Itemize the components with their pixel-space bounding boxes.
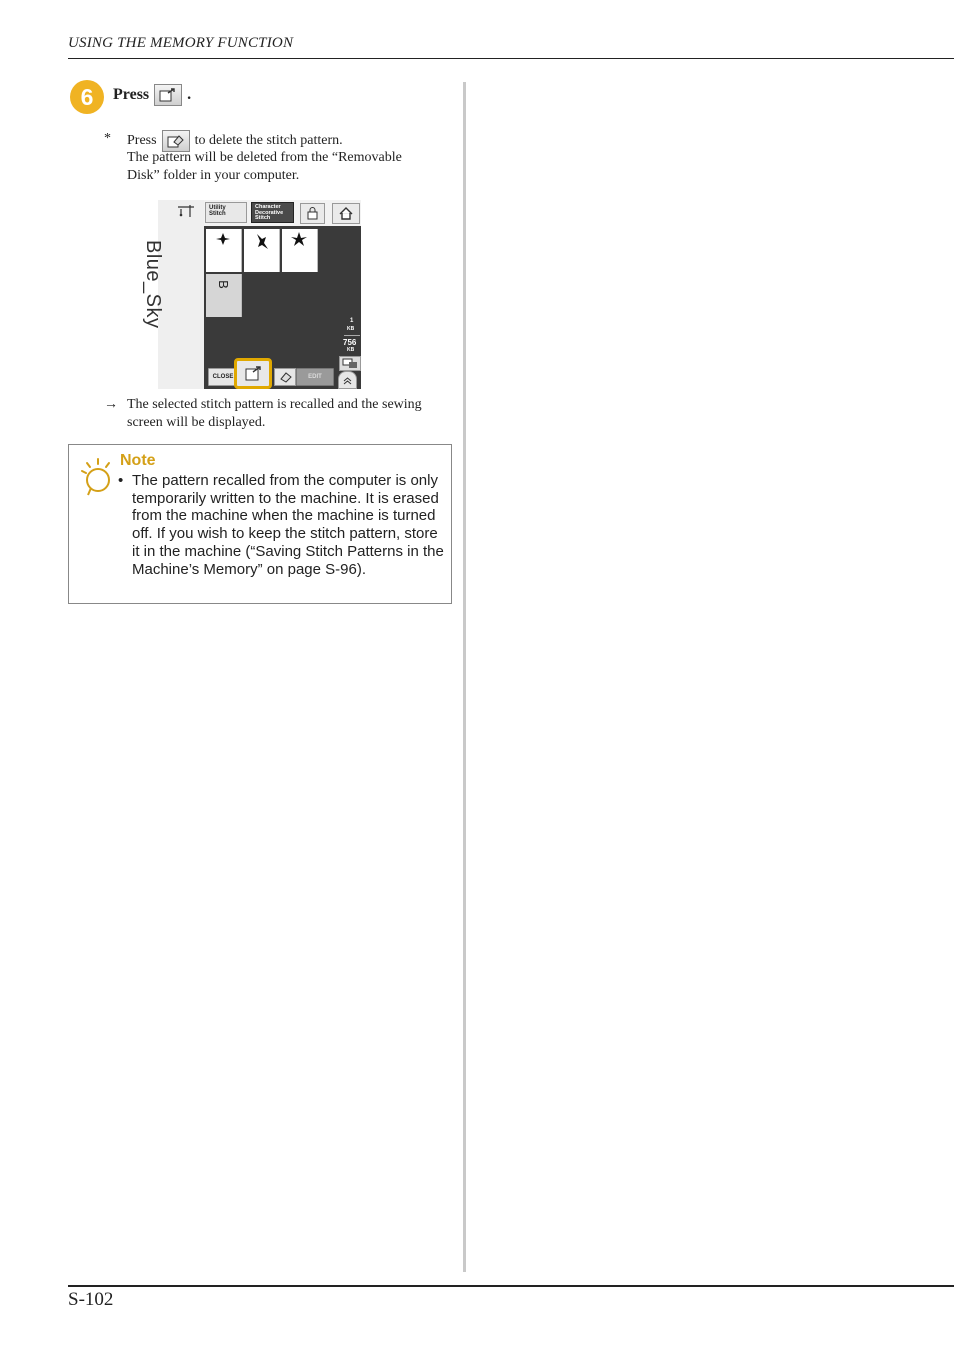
kb-used-unit: KB [347, 326, 355, 332]
pattern-tile-2[interactable] [244, 229, 280, 272]
tab-utility-line2: Stitch [209, 211, 226, 217]
tab-utility-line1: Utility [209, 205, 226, 211]
lock-icon[interactable] [300, 203, 325, 224]
step-label: Press [113, 86, 150, 103]
pattern-tile-1[interactable] [206, 229, 242, 272]
tab-char-line1: Character [255, 204, 281, 210]
recall-to-machine-icon [154, 84, 182, 106]
note-text: The pattern recalled from the computer is only temporarily written to the machine. It is erased from the machine when the machine is turned off. If you wish to keep the stitch pattern, store it in the machine (“Saving Stitch Patterns in the Machine’s Memory” on page S-96). [132, 472, 444, 578]
step-number-badge: 6 [70, 80, 104, 114]
result-arrow: → [104, 397, 118, 412]
footer-rule [68, 1285, 954, 1287]
note-title: Note [120, 452, 156, 469]
header-rule [68, 58, 954, 59]
delete-press-text: Press [127, 133, 157, 148]
delete-after-icon-text: to delete the stitch pattern. [194, 133, 343, 148]
delete-instruction-line2: The pattern will be deleted from the “Removable [127, 150, 402, 165]
tab-char-line3: Stitch [255, 215, 271, 221]
kb-used-value: 1 [350, 318, 354, 324]
note-body [118, 472, 448, 578]
pattern-name: Blue_Sky [142, 240, 164, 329]
home-icon[interactable] [332, 203, 360, 224]
machine-screen-illustration [142, 200, 361, 389]
pc-icon[interactable] [339, 356, 361, 371]
kb-free-unit: KB [347, 347, 355, 353]
close-button[interactable]: CLOSE [208, 368, 238, 386]
recall-button-highlighted[interactable] [234, 358, 272, 389]
tab-character-decorative-stitch[interactable] [251, 202, 294, 223]
tab-utility-stitch[interactable] [205, 202, 247, 223]
screen-left-panel [158, 200, 204, 389]
tab-char-line2: Decorative [255, 209, 284, 216]
running-header: USING THE MEMORY FUNCTION [68, 35, 294, 51]
kb-free-value: 756 [343, 338, 357, 347]
pattern-tile-3[interactable] [282, 229, 318, 272]
asterisk-marker: * [104, 131, 111, 146]
result-line1: The selected stitch pattern is recalled and the sewing [127, 397, 422, 412]
edit-button[interactable]: EDIT [296, 368, 334, 386]
tile-letter: B [216, 280, 231, 289]
column-divider [463, 82, 466, 1272]
recall-icon [237, 361, 269, 386]
lightbulb-icon [78, 455, 114, 504]
step-period: . [187, 86, 192, 103]
eraser-icon[interactable] [274, 368, 296, 386]
result-line2: screen will be displayed. [127, 415, 266, 430]
pattern-tile-4[interactable] [206, 274, 242, 317]
note-bullet: • [118, 472, 124, 489]
needle-icon [176, 204, 196, 223]
delete-instruction-line3: Disk” folder in your computer. [127, 168, 300, 183]
step-instruction [113, 84, 191, 106]
scroll-up-icon[interactable] [338, 371, 357, 389]
page-number: S-102 [68, 1289, 114, 1310]
memory-divider [344, 335, 360, 336]
